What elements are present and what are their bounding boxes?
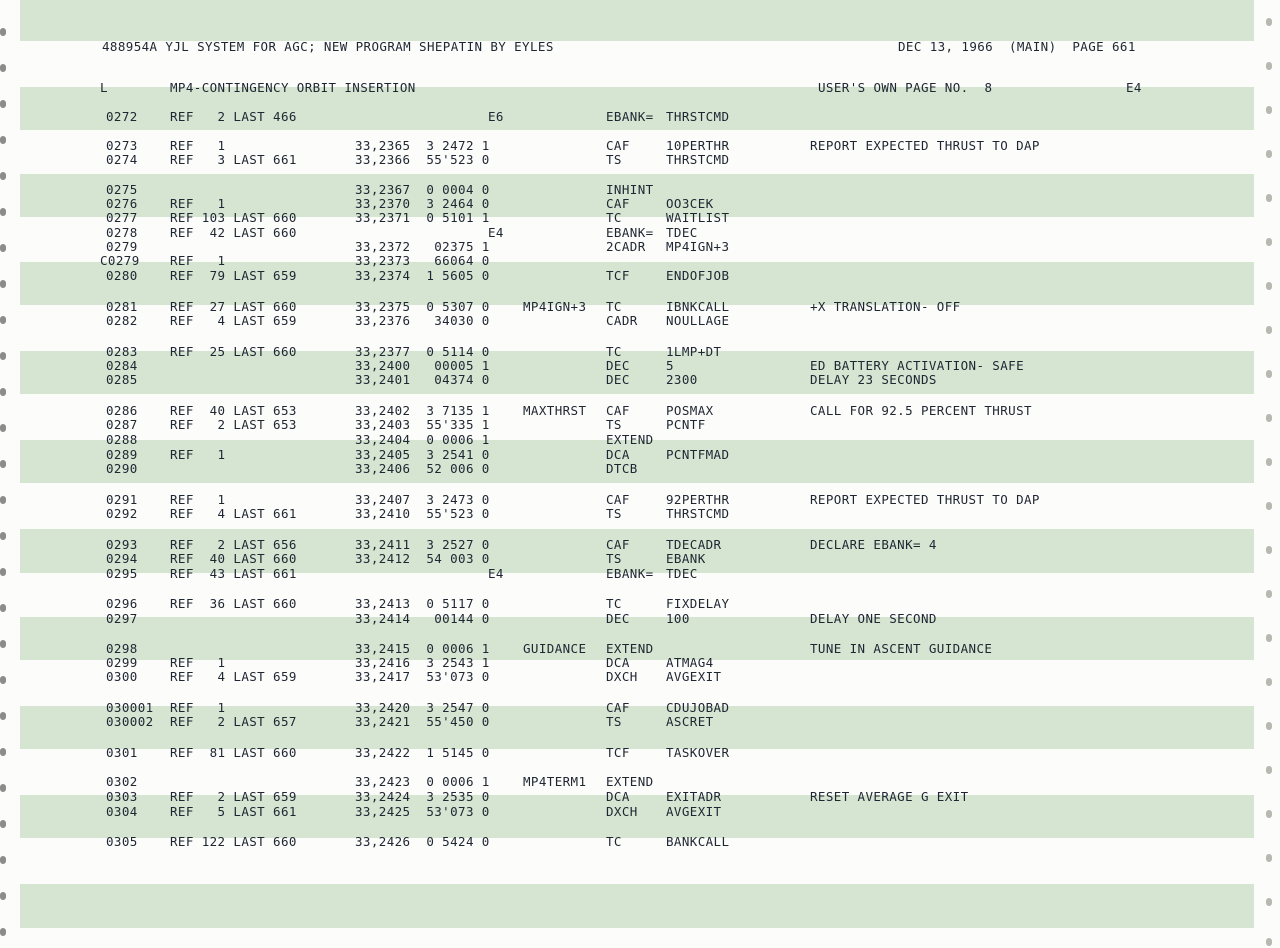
address-word: 33,2366 55'523 0 (355, 152, 490, 167)
tractor-hole (0, 604, 6, 612)
opcode: TC (606, 210, 622, 225)
tractor-hole (0, 532, 6, 540)
opcode: TS (606, 506, 622, 521)
address-word: 33,2403 55'335 1 (355, 417, 490, 432)
tractor-hole (1266, 62, 1272, 70)
line-number: 0281 (106, 299, 138, 314)
reference: REF 2 LAST 656 (170, 537, 297, 552)
operand: TDEC (666, 225, 698, 240)
opcode: DCA (606, 655, 630, 670)
line-number: 0277 (106, 210, 138, 225)
opcode: TCF (606, 268, 630, 283)
reference: REF 79 LAST 659 (170, 268, 297, 283)
operand: TDECADR (666, 537, 722, 552)
tractor-hole (1266, 414, 1272, 422)
reference: REF 25 LAST 660 (170, 344, 297, 359)
operand: 100 (666, 611, 690, 626)
reference: REF 103 LAST 660 (170, 210, 297, 225)
operand: AVGEXIT (666, 669, 722, 684)
address-word: 33,2367 0 0004 0 (355, 182, 490, 197)
reference: REF 4 LAST 659 (170, 313, 297, 328)
operand: IBNKCALL (666, 299, 730, 314)
opcode: TCF (606, 745, 630, 760)
tractor-hole (1266, 590, 1272, 598)
reference: REF 2 LAST 659 (170, 789, 297, 804)
tractor-hole (1266, 458, 1272, 466)
operand: MP4IGN+3 (666, 239, 730, 254)
address-word: 33,2404 0 0006 1 (355, 432, 490, 447)
line-number: 0292 (106, 506, 138, 521)
bank-indicator: E4 (1126, 80, 1142, 95)
tractor-hole (0, 640, 6, 648)
tractor-hole (1266, 282, 1272, 290)
address-word: 33,2425 53'073 0 (355, 804, 490, 819)
tractor-hole (0, 352, 6, 360)
opcode: CAF (606, 403, 630, 418)
opcode: EBANK= (606, 566, 654, 581)
reference: REF 1 (170, 196, 226, 211)
address-word: 33,2371 0 5101 1 (355, 210, 490, 225)
tractor-hole (0, 280, 6, 288)
reference: REF 4 LAST 659 (170, 669, 297, 684)
address-word: 33,2414 00144 0 (355, 611, 490, 626)
tractor-hole (1266, 810, 1272, 818)
address-word: 33,2422 1 5145 0 (355, 745, 490, 760)
operand: EXITADR (666, 789, 722, 804)
opcode: TS (606, 714, 622, 729)
opcode: DCA (606, 789, 630, 804)
opcode: EXTEND (606, 432, 654, 447)
opcode: CAF (606, 537, 630, 552)
opcode: DEC (606, 611, 630, 626)
reference: REF 2 LAST 653 (170, 417, 297, 432)
opcode: DXCH (606, 669, 638, 684)
address-word: 33,2377 0 5114 0 (355, 344, 490, 359)
address-word: 33,2374 1 5605 0 (355, 268, 490, 283)
operand: OO3CEK (666, 196, 714, 211)
bank-tag: E4 (488, 225, 504, 240)
reference: REF 4 LAST 661 (170, 506, 297, 521)
comment: TUNE IN ASCENT GUIDANCE (810, 641, 993, 656)
operand: THRSTCMD (666, 152, 730, 167)
operand: FIXDELAY (666, 596, 730, 611)
tractor-hole (1266, 722, 1272, 730)
tractor-hole (0, 244, 6, 252)
section-title: MP4-CONTINGENCY ORBIT INSERTION (170, 80, 416, 95)
reference: REF 1 (170, 447, 226, 462)
symbol-label: MP4TERM1 (523, 774, 587, 789)
tractor-hole (1266, 238, 1272, 246)
operand: ENDOFJOB (666, 268, 730, 283)
tractor-hole (1266, 634, 1272, 642)
address-word: 33,2424 3 2535 0 (355, 789, 490, 804)
address-word: 33,2411 3 2527 0 (355, 537, 490, 552)
tractor-hole (0, 496, 6, 504)
line-number: 0276 (106, 196, 138, 211)
tractor-hole (0, 100, 6, 108)
symbol-label: MAXTHRST (523, 403, 587, 418)
tractor-hole (0, 460, 6, 468)
address-word: 33,2365 3 2472 1 (355, 138, 490, 153)
reference: REF 43 LAST 661 (170, 566, 297, 581)
line-number: 0283 (106, 344, 138, 359)
tractor-hole (0, 136, 6, 144)
tractor-hole (0, 424, 6, 432)
tractor-hole (0, 856, 6, 864)
address-word: 33,2407 3 2473 0 (355, 492, 490, 507)
line-number: 0300 (106, 669, 138, 684)
tractor-hole (1266, 766, 1272, 774)
address-word: 33,2372 02375 1 (355, 239, 490, 254)
tractor-hole (0, 820, 6, 828)
address-word: 33,2402 3 7135 1 (355, 403, 490, 418)
comment: DELAY ONE SECOND (810, 611, 937, 626)
line-number: 0293 (106, 537, 138, 552)
subheader-marker: L (100, 80, 108, 95)
operand: EBANK (666, 551, 706, 566)
operand: 92PERTHR (666, 492, 730, 507)
operand: PCNTF (666, 417, 706, 432)
bank-tag: E6 (488, 109, 504, 124)
comment: RESET AVERAGE G EXIT (810, 789, 969, 804)
line-number: 0288 (106, 432, 138, 447)
symbol-label: MP4IGN+3 (523, 299, 587, 314)
address-word: 33,2410 55'523 0 (355, 506, 490, 521)
operand: BANKCALL (666, 834, 730, 849)
address-word: 33,2416 3 2543 1 (355, 655, 490, 670)
operand: TASKOVER (666, 745, 730, 760)
operand: AVGEXIT (666, 804, 722, 819)
address-word: 33,2417 53'073 0 (355, 669, 490, 684)
address-word: 33,2376 34030 0 (355, 313, 490, 328)
tractor-hole (0, 784, 6, 792)
tractor-hole (1266, 150, 1272, 158)
opcode: CAF (606, 492, 630, 507)
tractor-hole (0, 172, 6, 180)
comment: REPORT EXPECTED THRUST TO DAP (810, 138, 1040, 153)
tractor-hole (0, 712, 6, 720)
opcode: 2CADR (606, 239, 646, 254)
operand: 1LMP+DT (666, 344, 722, 359)
tractor-hole (0, 388, 6, 396)
opcode: EBANK= (606, 109, 654, 124)
opcode: DCA (606, 447, 630, 462)
line-number: 0287 (106, 417, 138, 432)
reference: REF 5 LAST 661 (170, 804, 297, 819)
tractor-hole (0, 928, 6, 936)
opcode: DEC (606, 372, 630, 387)
operand: WAITLIST (666, 210, 730, 225)
comment: CALL FOR 92.5 PERCENT THRUST (810, 403, 1032, 418)
opcode: DEC (606, 358, 630, 373)
address-word: 33,2423 0 0006 1 (355, 774, 490, 789)
line-number: 0285 (106, 372, 138, 387)
comment: REPORT EXPECTED THRUST TO DAP (810, 492, 1040, 507)
tractor-hole (1266, 502, 1272, 510)
opcode: TS (606, 417, 622, 432)
line-number: 0299 (106, 655, 138, 670)
address-word: 33,2426 0 5424 0 (355, 834, 490, 849)
comment: +X TRANSLATION- OFF (810, 299, 961, 314)
listing-header-title: 488954A YJL SYSTEM FOR AGC; NEW PROGRAM SHEPATIN BY EYLES (102, 39, 554, 54)
line-number: C0279 (100, 253, 140, 268)
reference: REF 2 LAST 657 (170, 714, 297, 729)
symbol-label: GUIDANCE (523, 641, 587, 656)
reference: REF 1 (170, 138, 226, 153)
reference: REF 42 LAST 660 (170, 225, 297, 240)
line-number: 0294 (106, 551, 138, 566)
opcode: INHINT (606, 182, 654, 197)
tractor-hole (1266, 854, 1272, 862)
comment: ED BATTERY ACTIVATION- SAFE (810, 358, 1024, 373)
address-word: 33,2413 0 5117 0 (355, 596, 490, 611)
opcode: DXCH (606, 804, 638, 819)
reference: REF 40 LAST 660 (170, 551, 297, 566)
reference: REF 36 LAST 660 (170, 596, 297, 611)
address-word: 33,2412 54 003 0 (355, 551, 490, 566)
address-word: 33,2401 04374 0 (355, 372, 490, 387)
address-word: 33,2421 55'450 0 (355, 714, 490, 729)
line-number: 0290 (106, 461, 138, 476)
line-number: 0304 (106, 804, 138, 819)
operand: TDEC (666, 566, 698, 581)
opcode: TC (606, 596, 622, 611)
reference: REF 1 (170, 700, 226, 715)
tractor-hole (1266, 106, 1272, 114)
tractor-hole (0, 676, 6, 684)
operand: ATMAG4 (666, 655, 714, 670)
line-number: 0301 (106, 745, 138, 760)
tractor-hole (1266, 898, 1272, 906)
operand: THRSTCMD (666, 506, 730, 521)
reference: REF 81 LAST 660 (170, 745, 297, 760)
tractor-hole (0, 892, 6, 900)
line-number: 0289 (106, 447, 138, 462)
opcode: TC (606, 344, 622, 359)
operand: 2300 (666, 372, 698, 387)
opcode: EXTEND (606, 641, 654, 656)
line-number: 0278 (106, 225, 138, 240)
line-number: 0282 (106, 313, 138, 328)
opcode: TC (606, 299, 622, 314)
opcode: EBANK= (606, 225, 654, 240)
opcode: EXTEND (606, 774, 654, 789)
line-number: 0298 (106, 641, 138, 656)
line-number: 0272 (106, 109, 138, 124)
address-word: 33,2375 0 5307 0 (355, 299, 490, 314)
operand: NOULLAGE (666, 313, 730, 328)
tractor-hole (0, 64, 6, 72)
reference: REF 1 (170, 253, 226, 268)
line-number: 0305 (106, 834, 138, 849)
greenbar-band (20, 0, 1254, 41)
address-word: 33,2406 52 006 0 (355, 461, 490, 476)
tractor-hole (0, 568, 6, 576)
tractor-hole (0, 28, 6, 36)
line-number: 0279 (106, 239, 138, 254)
address-word: 33,2370 3 2464 0 (355, 196, 490, 211)
greenbar-band (20, 884, 1254, 928)
operand: THRSTCMD (666, 109, 730, 124)
line-number: 0303 (106, 789, 138, 804)
line-number: 0302 (106, 774, 138, 789)
tractor-hole (0, 208, 6, 216)
line-number: 0280 (106, 268, 138, 283)
reference: REF 2 LAST 466 (170, 109, 297, 124)
line-number: 0275 (106, 182, 138, 197)
line-number: 0297 (106, 611, 138, 626)
opcode: CAF (606, 138, 630, 153)
line-number: 0274 (106, 152, 138, 167)
address-word: 33,2400 00005 1 (355, 358, 490, 373)
operand: CDUJOBAD (666, 700, 730, 715)
bank-tag: E4 (488, 566, 504, 581)
tractor-hole (1266, 938, 1272, 946)
line-number: 0295 (106, 566, 138, 581)
line-number: 030002 (106, 714, 154, 729)
line-number: 0286 (106, 403, 138, 418)
tractor-hole (1266, 546, 1272, 554)
reference: REF 27 LAST 660 (170, 299, 297, 314)
comment: DECLARE EBANK= 4 (810, 537, 937, 552)
operand: 5 (666, 358, 674, 373)
opcode: TS (606, 152, 622, 167)
address-word: 33,2420 3 2547 0 (355, 700, 490, 715)
address-word: 33,2405 3 2541 0 (355, 447, 490, 462)
user-page-number: USER'S OWN PAGE NO. 8 (818, 80, 993, 95)
reference: REF 1 (170, 655, 226, 670)
line-number: 0284 (106, 358, 138, 373)
line-number: 0273 (106, 138, 138, 153)
operand: ASCRET (666, 714, 714, 729)
opcode: TS (606, 551, 622, 566)
tractor-hole (0, 748, 6, 756)
address-word: 33,2373 66064 0 (355, 253, 490, 268)
line-number: 0296 (106, 596, 138, 611)
comment: DELAY 23 SECONDS (810, 372, 937, 387)
opcode: CAF (606, 700, 630, 715)
tractor-hole (1266, 18, 1272, 26)
reference: REF 1 (170, 492, 226, 507)
reference: REF 40 LAST 653 (170, 403, 297, 418)
operand: PCNTFMAD (666, 447, 730, 462)
opcode: TC (606, 834, 622, 849)
reference: REF 122 LAST 660 (170, 834, 297, 849)
opcode: CAF (606, 196, 630, 211)
opcode: CADR (606, 313, 638, 328)
tractor-hole (0, 316, 6, 324)
tractor-hole (1266, 326, 1272, 334)
address-word: 33,2415 0 0006 1 (355, 641, 490, 656)
tractor-hole (1266, 370, 1272, 378)
opcode: DTCB (606, 461, 638, 476)
operand: 10PERTHR (666, 138, 730, 153)
listing-header-date: DEC 13, 1966 (MAIN) PAGE 661 (898, 39, 1136, 54)
tractor-hole (1266, 678, 1272, 686)
line-number: 0291 (106, 492, 138, 507)
operand: POSMAX (666, 403, 714, 418)
line-number: 030001 (106, 700, 154, 715)
reference: REF 3 LAST 661 (170, 152, 297, 167)
tractor-hole (1266, 194, 1272, 202)
